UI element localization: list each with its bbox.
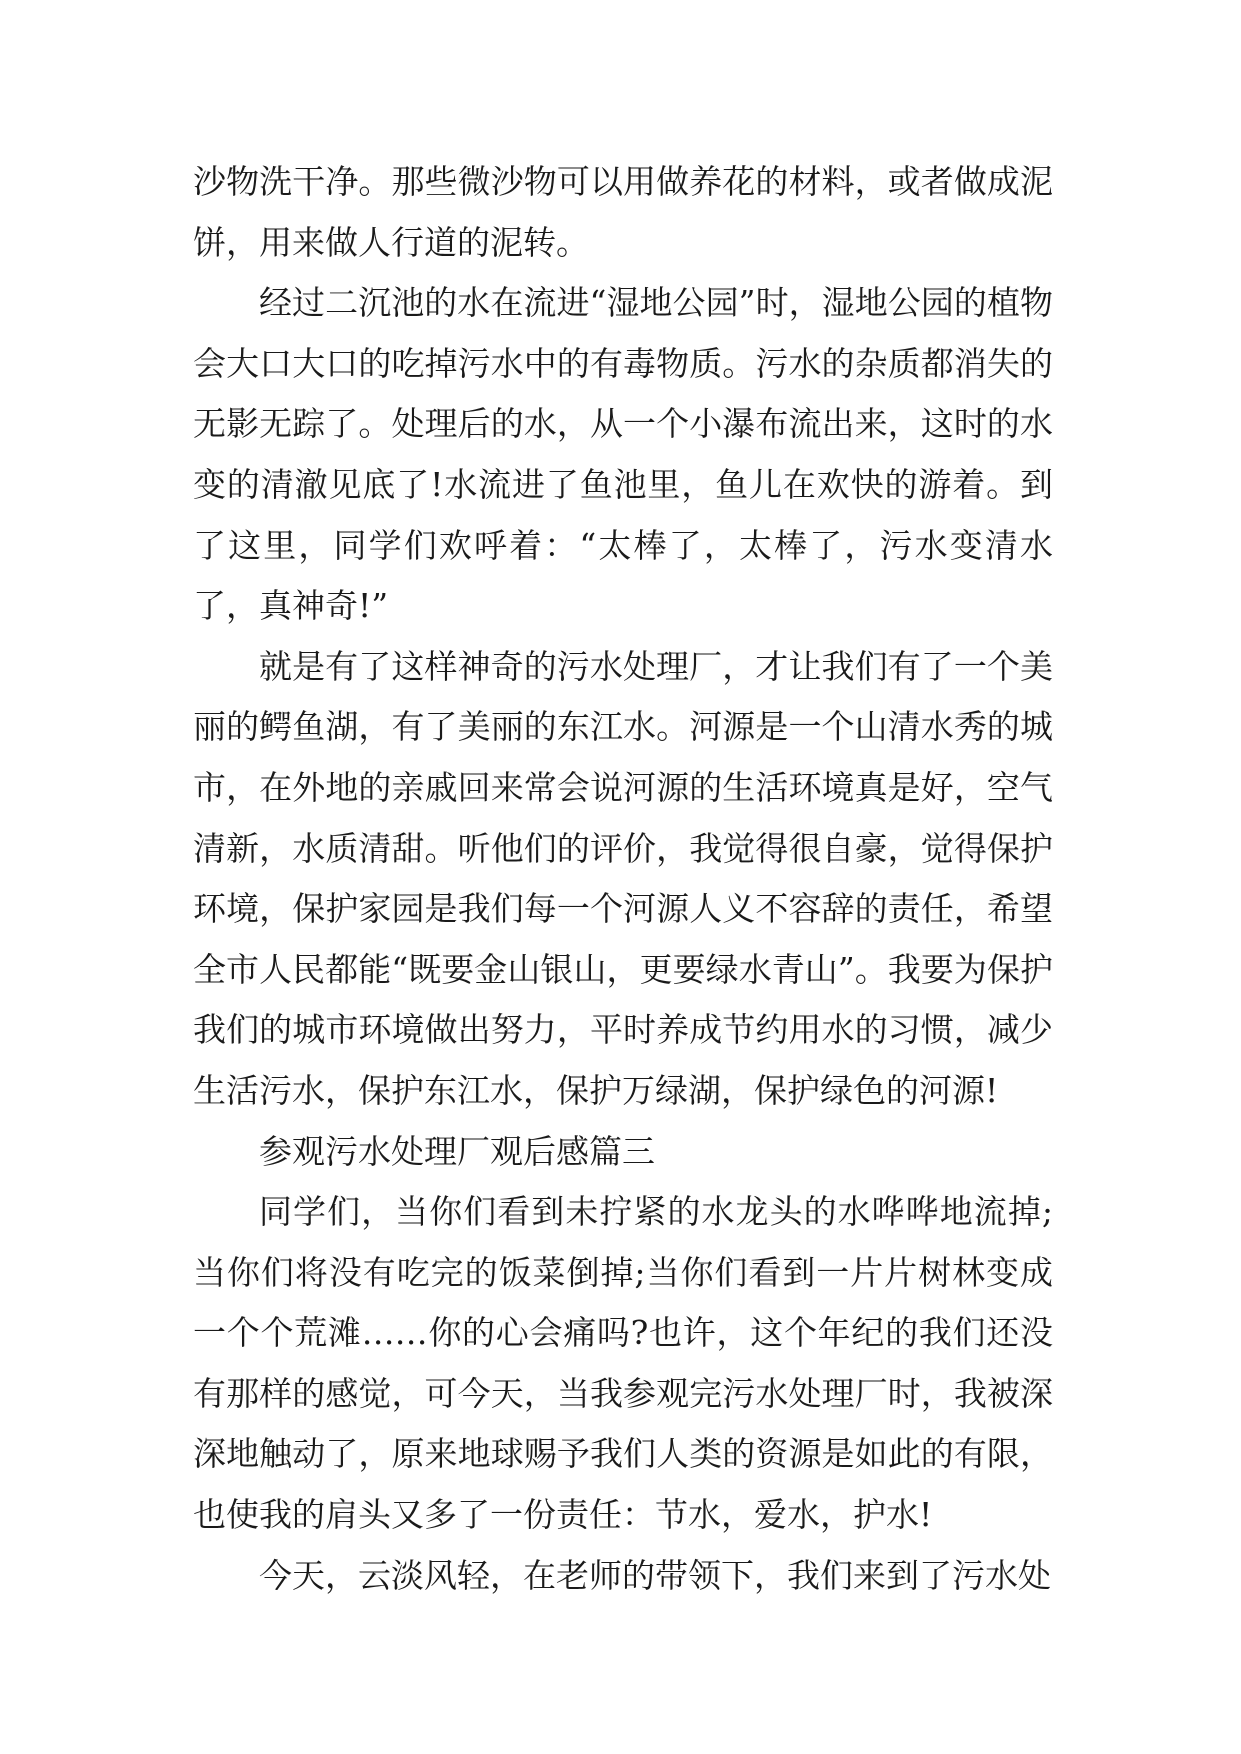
paragraph-river-source: 就是有了这样神奇的污水处理厂，才让我们有了一个美丽的鳄鱼湖，有了美丽的东江水。河源是一个山清水秀的城市，在外地的亲戚回来常会说河源的生活环境真是好，空气清新，水质清甜。听他们的评价，我觉得很自豪，觉得保护环境，保护家园是我们每一个河源人义不容辞的责任，希望全市人民都能“既要金山银山，更要绿水青山”。我要为保护我们的城市环境做出努力，平时养成节约用水的习惯，减少生活污水，保护东江水，保护万绿湖，保护绿色的河源! bbox=[193, 646, 1053, 1110]
paragraph-continuation: 沙物洗干净。那些微沙物可以用做养花的材料，或者做成泥饼，用来做人行道的泥转。 bbox=[193, 162, 1053, 262]
paragraph-today: 今天，云淡风轻，在老师的带领下，我们来到了污水处 bbox=[259, 1555, 1051, 1595]
document-body bbox=[193, 152, 1053, 1606]
section-heading: 参观污水处理厂观后感篇三 bbox=[259, 1131, 655, 1171]
paragraph-wetland-park: 经过二沉池的水在流进“湿地公园”时，湿地公园的植物会大口大口的吃掉污水中的有毒物质。污水的杂质都消失的无影无踪了。处理后的水，从一个小瀑布流出来，这时的水变的清澈见底了!水流进了鱼池里，鱼儿在欢快的游着。到了这里，同学们欢呼着：“太棒了，太棒了，污水变清水了，真神奇!” bbox=[193, 283, 1053, 626]
paragraph-classmates: 同学们，当你们看到未拧紧的水龙头的水哗哗地流掉;当你们将没有吃完的饭菜倒掉;当你们看到一片片树林变成一个个荒滩……你的心会痛吗?也许，这个年纪的我们还没有那样的感觉，可今天，当我参观完污水处理厂时，我被深深地触动了，原来地球赐予我们人类的资源是如此的有限，也使我的肩头又多了一份责任：节水，爱水，护水! bbox=[193, 1192, 1053, 1535]
